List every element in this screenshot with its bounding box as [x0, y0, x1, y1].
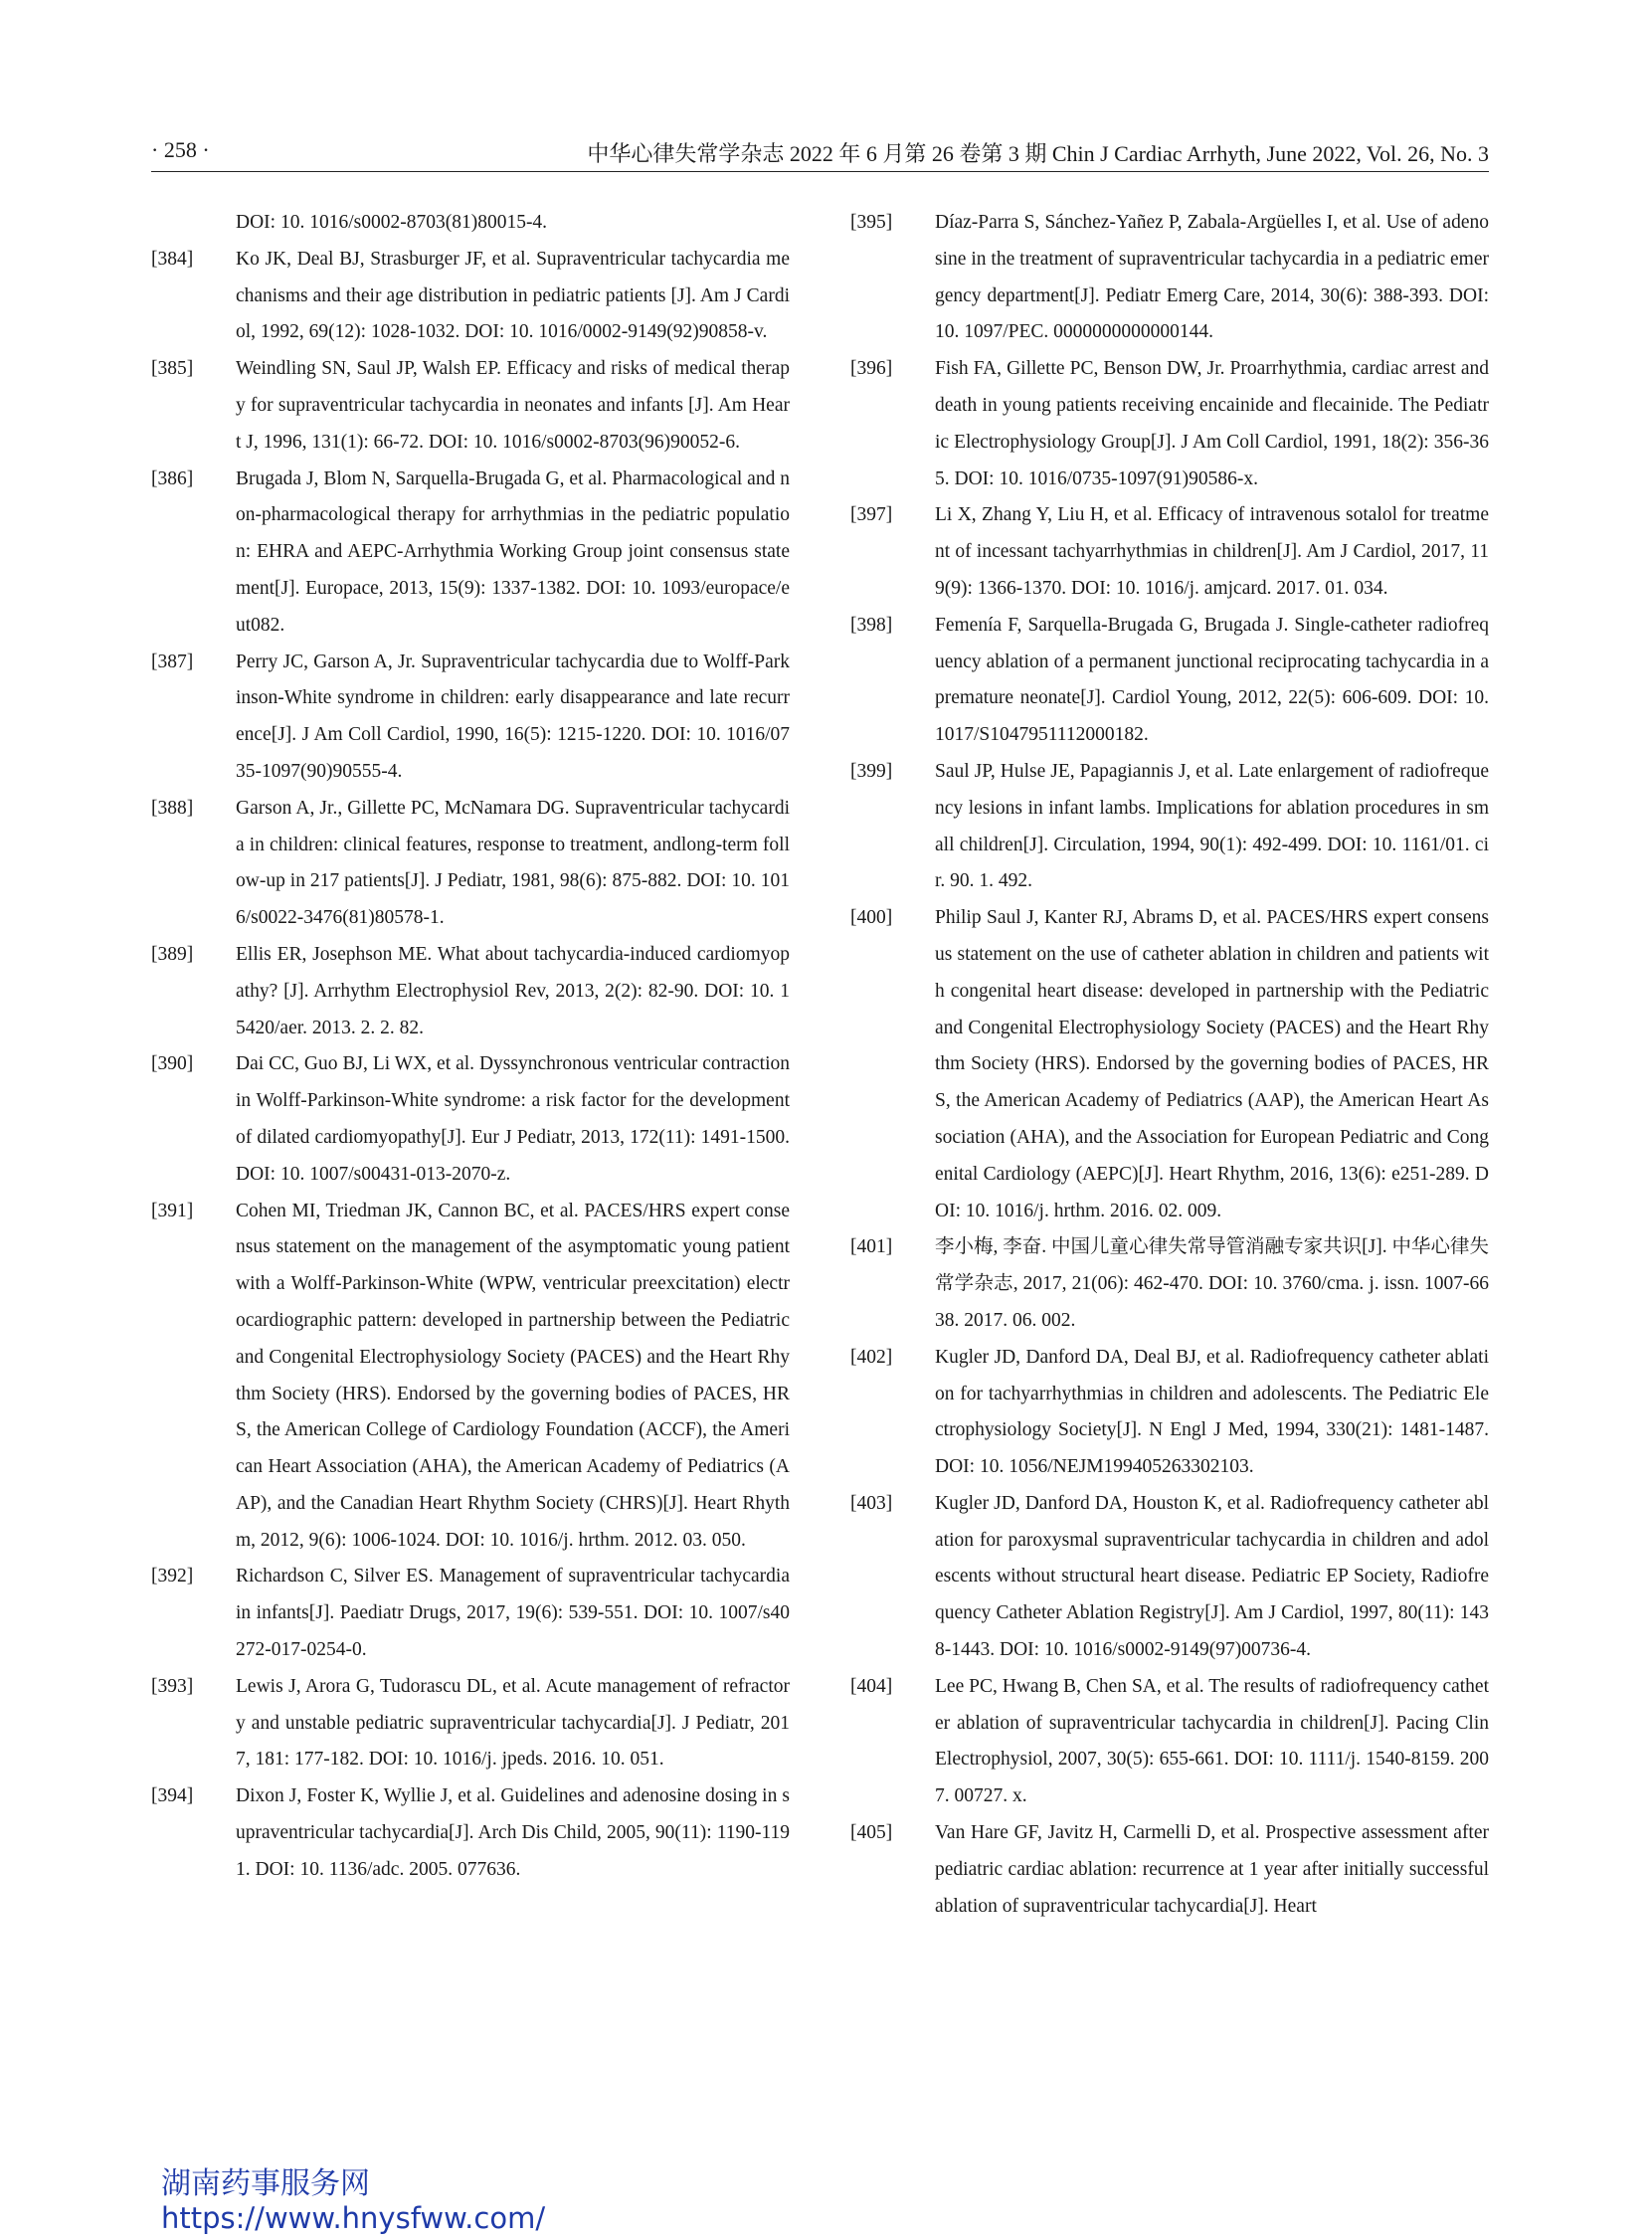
reference-number: [404]: [850, 1675, 893, 1697]
reference-text: Dai CC, Guo BJ, Li WX, et al. Dyssynchronous ventricular contraction in Wolff-Parkinson-White syndrome: a risk factor for the development of dilated cardiomyopathy[J]. Eur J Pediatr, 2013, 172(11): 1491-1500. DOI: 10. 1007/s00431-013-2070-z.: [236, 1053, 790, 1185]
reference-entry: [151, 1669, 790, 1778]
reference-number: [387]: [151, 651, 194, 672]
watermark-site-name: 湖南药事服务网: [161, 2166, 370, 2201]
reference-entry: [850, 1229, 1489, 1339]
reference-text: Lewis J, Arora G, Tudorascu DL, et al. Acute management of refractory and unstable pediatric supraventricular tachycardia[J]. J Pediatr, 2017, 181: 177-182. DOI: 10. 1016/j. jpeds. 2016. 10. 051.: [236, 1675, 790, 1771]
reference-number: [401]: [850, 1236, 893, 1258]
reference-entry: [850, 351, 1489, 497]
reference-number: [385]: [151, 358, 194, 380]
reference-number: [391]: [151, 1200, 194, 1221]
reference-text: Saul JP, Hulse JE, Papagiannis J, et al. Late enlargement of radiofrequency lesions in infant lambs. Implications for ablation procedures in small children[J]. Circulation, 1994, 90(1): 492-499. DOI: 10. 1161/01. cir. 90. 1. 492.: [935, 760, 1489, 892]
reference-entry: [151, 645, 790, 791]
reference-number: [403]: [850, 1492, 893, 1514]
reference-entry: [850, 205, 1489, 351]
reference-text: Philip Saul J, Kanter RJ, Abrams D, et al. PACES/HRS expert consensus statement on the use of catheter ablation in children and patients with congenital heart disease: developed in partnership with the Pediatric and Congenital Electrophysiology Society (PACES) and the Heart Rhythm Society (HRS). Endorsed by the governing bodies of PACES, HRS, the American Academy of Pediatrics (AAP), the American Heart Association (AHA), and the Association for European Pediatric and Congenital Cardiology (AEPC)[J]. Heart Rhythm, 2016, 13(6): e251-289. DOI: 10. 1016/j. hrthm. 2016. 02. 009.: [935, 907, 1489, 1221]
reference-entry: [850, 900, 1489, 1229]
reference-number: [392]: [151, 1566, 194, 1587]
reference-text: Garson A, Jr., Gillette PC, McNamara DG. Supraventricular tachycardia in children: clinical features, response to treatment, andlong-term follow-up in 217 patients[J]. J Pediatr, 1981, 98(6): 875-882. DOI: 10. 1016/s0022-3476(81)80578-1.: [236, 797, 790, 929]
reference-number: [402]: [850, 1346, 893, 1368]
reference-number: [394]: [151, 1785, 194, 1807]
reference-entry: [151, 205, 790, 242]
reference-number: [396]: [850, 358, 893, 380]
reference-text: Li X, Zhang Y, Liu H, et al. Efficacy of intravenous sotalol for treatment of incessant tachyarrhythmias in children[J]. Am J Cardiol, 2017, 119(9): 1366-1370. DOI: 10. 1016/j. amjcard. 2017. 01. 034.: [935, 504, 1489, 599]
reference-number: [398]: [850, 614, 893, 636]
reference-text: 李小梅, 李奋. 中国儿童心律失常导管消融专家共识[J]. 中华心律失常学杂志, 2017, 21(06): 462-470. DOI: 10. 3760/cma. j. issn. 1007-6638. 2017. 06. 002.: [935, 1236, 1489, 1331]
reference-text: Fish FA, Gillette PC, Benson DW, Jr. Proarrhythmia, cardiac arrest and death in young patients receiving encainide and flecainide. The Pediatric Electrophysiology Group[J]. J Am Coll Cardiol, 1991, 18(2): 356-365. DOI: 10. 1016/0735-1097(91)90586-x.: [935, 358, 1489, 489]
reference-text: Ellis ER, Josephson ME. What about tachycardia-induced cardiomyopathy? [J]. Arrhythm Electrophysiol Rev, 2013, 2(2): 82-90. DOI: 10. 15420/aer. 2013. 2. 2. 82.: [236, 943, 790, 1038]
reference-text: Richardson C, Silver ES. Management of supraventricular tachycardia in infants[J]. Paediatr Drugs, 2017, 19(6): 539-551. DOI: 10. 1007/s40272-017-0254-0.: [236, 1566, 790, 1661]
reference-number: [399]: [850, 760, 893, 782]
reference-number: [389]: [151, 943, 194, 965]
reference-number: [397]: [850, 504, 893, 526]
reference-entry: [151, 1194, 790, 1560]
reference-text: Cohen MI, Triedman JK, Cannon BC, et al. PACES/HRS expert consensus statement on the management of the asymptomatic young patient with a Wolff-Parkinson-White (WPW, ventricular preexcitation) electrocardiographic pattern: developed in partnership between the Pediatric and Congenital Electrophysiology Society (PACES) and the Heart Rhythm Society (HRS). Endorsed by the governing bodies of PACES, HRS, the American College of Cardiology Foundation (ACCF), the American Heart Association (AHA), the American Academy of Pediatrics (AAP), and the Canadian Heart Rhythm Society (CHRS)[J]. Heart Rhythm, 2012, 9(6): 1006-1024. DOI: 10. 1016/j. hrthm. 2012. 03. 050.: [236, 1200, 790, 1551]
reference-number: [388]: [151, 797, 194, 819]
reference-text: Kugler JD, Danford DA, Houston K, et al. Radiofrequency catheter ablation for paroxysmal supraventricular tachycardia in children and adolescents without structural heart disease. Pediatric EP Society, Radiofrequency Catheter Ablation Registry[J]. Am J Cardiol, 1997, 80(11): 1438-1443. DOI: 10. 1016/s0002-9149(97)00736-4.: [935, 1492, 1489, 1661]
reference-text: Perry JC, Garson A, Jr. Supraventricular tachycardia due to Wolff-Parkinson-White syndrome in children: early disappearance and late recurrence[J]. J Am Coll Cardiol, 1990, 16(5): 1215-1220. DOI: 10. 1016/0735-1097(90)90555-4.: [236, 651, 790, 782]
reference-text: DOI: 10. 1016/s0002-8703(81)80015-4.: [236, 212, 548, 233]
reference-number: [400]: [850, 907, 893, 929]
page-number: · 258 ·: [151, 137, 210, 162]
reference-number: [405]: [850, 1822, 893, 1844]
reference-entry: [850, 497, 1489, 607]
reference-number: [390]: [151, 1053, 194, 1075]
reference-entry: [850, 754, 1489, 900]
reference-entry: [151, 1559, 790, 1668]
reference-column-right: [850, 205, 1489, 1925]
reference-entry: [151, 937, 790, 1046]
reference-text: Van Hare GF, Javitz H, Carmelli D, et al. Prospective assessment after pediatric cardiac ablation: recurrence at 1 year after initially successful ablation of supraventricular tachycardia[J]. Heart: [935, 1822, 1489, 1917]
reference-column-left: [151, 205, 790, 1889]
reference-entry: [151, 462, 790, 645]
reference-text: Femenía F, Sarquella-Brugada G, Brugada J. Single-catheter radiofrequency ablation of a permanent junctional reciprocating tachycardia in a premature neonate[J]. Cardiol Young, 2012, 22(5): 606-609. DOI: 10. 1017/S1047951112000182.: [935, 614, 1489, 746]
watermark-url[interactable]: https://www.hnysfww.com/: [161, 2201, 546, 2235]
reference-entry: [850, 1669, 1489, 1815]
reference-entry: [850, 608, 1489, 754]
journal-citation-line: 中华心律失常学杂志 2022 年 6 月第 26 卷第 3 期 Chin J Cardiac Arrhyth, June 2022, Vol. 26, No. 3: [587, 141, 1489, 166]
reference-entry: [151, 1778, 790, 1888]
reference-text: Weindling SN, Saul JP, Walsh EP. Efficacy and risks of medical therapy for supraventricular tachycardia in neonates and infants [J]. Am Heart J, 1996, 131(1): 66-72. DOI: 10. 1016/s0002-8703(96)90052-6.: [236, 358, 790, 453]
reference-entry: [151, 1046, 790, 1193]
reference-entry: [850, 1486, 1489, 1669]
running-header: [151, 135, 1489, 172]
reference-text: Díaz-Parra S, Sánchez-Yañez P, Zabala-Argüelles I, et al. Use of adenosine in the treatment of supraventricular tachycardia in a pediatric emergency department[J]. Pediatr Emerg Care, 2014, 30(6): 388-393. DOI: 10. 1097/PEC. 0000000000000144.: [935, 212, 1489, 343]
reference-entry: [151, 791, 790, 937]
reference-text: Ko JK, Deal BJ, Strasburger JF, et al. Supraventricular tachycardia mechanisms and their age distribution in pediatric patients [J]. Am J Cardiol, 1992, 69(12): 1028-1032. DOI: 10. 1016/0002-9149(92)90858-v.: [236, 248, 790, 343]
reference-entry: [850, 1815, 1489, 1925]
reference-entry: [151, 351, 790, 461]
reference-text: Kugler JD, Danford DA, Deal BJ, et al. Radiofrequency catheter ablation for tachyarrhythmias in children and adolescents. The Pediatric Electrophysiology Society[J]. N Engl J Med, 1994, 330(21): 1481-1487. DOI: 10. 1056/NEJM199405263302103.: [935, 1346, 1489, 1478]
reference-text: Lee PC, Hwang B, Chen SA, et al. The results of radiofrequency catheter ablation of supraventricular tachycardia in children[J]. Pacing Clin Electrophysiol, 2007, 30(5): 655-661. DOI: 10. 1111/j. 1540-8159. 2007. 00727. x.: [935, 1675, 1489, 1807]
reference-number: [384]: [151, 248, 194, 270]
reference-entry: [151, 242, 790, 351]
reference-text: Dixon J, Foster K, Wyllie J, et al. Guidelines and adenosine dosing in supraventricular tachycardia[J]. Arch Dis Child, 2005, 90(11): 1190-1191. DOI: 10. 1136/adc. 2005. 077636.: [236, 1785, 790, 1880]
reference-text: Brugada J, Blom N, Sarquella-Brugada G, et al. Pharmacological and non-pharmacological therapy for arrhythmias in the pediatric population: EHRA and AEPC-Arrhythmia Working Group joint consensus statement[J]. Europace, 2013, 15(9): 1337-1382. DOI: 10. 1093/europace/eut082.: [236, 467, 790, 636]
reference-number: [393]: [151, 1675, 194, 1697]
reference-number: [395]: [850, 212, 893, 233]
reference-entry: [850, 1340, 1489, 1486]
reference-number: [386]: [151, 467, 194, 489]
site-watermark: [161, 2166, 658, 2234]
